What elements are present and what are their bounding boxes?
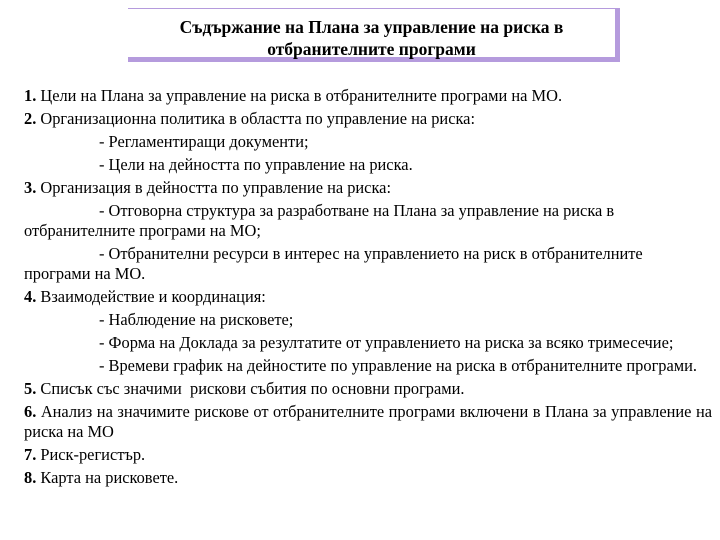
title-box [128,8,620,62]
list-item-8 [24,468,712,488]
list-item-1 [24,86,712,106]
item-text: Цели на Плана за управление на риска в отбранителните програми на МО. [36,86,563,105]
list-item-4 [24,287,712,307]
item-number: 3. [24,178,37,197]
item-text: - Форма на Доклада за резултатите от управлението на риска за всяко тримесечие; [99,333,674,352]
item-text: Взаимодействие и координация: [36,287,266,306]
item-text: - Отговорна структура за разработване на Плана за управление на риска в отбранителните програми на МО; [24,201,615,240]
item-text: - Регламентиращи документи; [99,132,309,151]
item-text: - Отбранителни ресурси в интерес на управлението на риск в отбранителните програми на МО. [24,244,643,283]
item-text: Риск-регистър. [36,445,146,464]
page-title-line-1: Съдържание на Плана за управление на риска в [179,17,564,37]
item-number: 6. [24,402,37,421]
sub-item-3-2 [24,244,712,284]
item-text: - Времеви график на дейностите по управление на риска в отбранителните програми. [99,356,698,375]
page-title-line-2: отбранителните програми [267,39,476,59]
item-number: 1. [24,86,37,105]
sub-item-4-2 [24,333,712,353]
sub-item-4-3 [24,356,712,376]
item-number: 8. [24,468,37,487]
item-number: 7. [24,445,37,464]
item-number: 4. [24,287,37,306]
list-item-5 [24,379,712,399]
title-top-rule [128,8,615,9]
item-text: Организационна политика в областта по управление на риска: [36,109,476,128]
content-list [24,86,712,491]
list-item-7 [24,445,712,465]
item-text: Карта на рисковете. [36,468,179,487]
item-number: 5. [24,379,37,398]
sub-item-2-1 [24,132,712,152]
item-text: Организация в дейността по управление на риска: [36,178,391,197]
list-item-3 [24,178,712,198]
item-text: - Наблюдение на рисковете; [99,310,294,329]
list-item-2 [24,109,712,129]
list-item-6 [24,402,712,442]
item-text: Списък със значими рискови събития по основни програми. [36,379,465,398]
item-text: - Цели на дейността по управление на риска. [99,155,413,174]
sub-item-2-2 [24,155,712,175]
sub-item-3-1 [24,201,712,241]
item-number: 2. [24,109,37,128]
item-text: Анализ на значимите рискове от отбранителните програми включени в Плана за управление на риска на МО [24,402,712,441]
sub-item-4-1 [24,310,712,330]
